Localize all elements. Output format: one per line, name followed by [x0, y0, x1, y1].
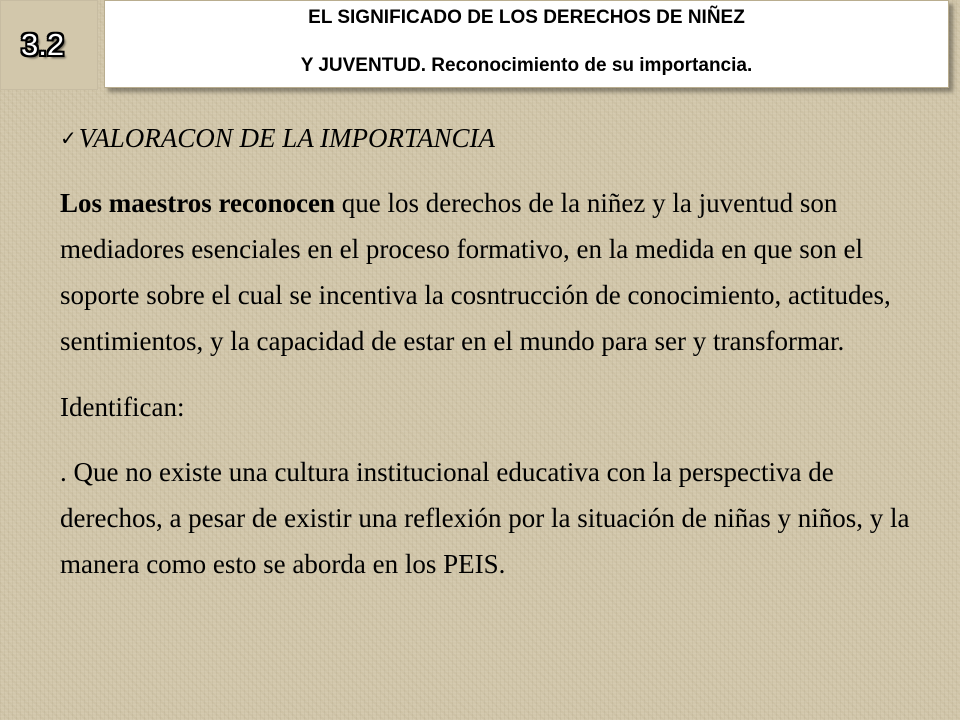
title-bar — [104, 0, 949, 88]
paragraph-1-bold: Los maestros reconocen — [60, 188, 335, 218]
slide-content — [60, 118, 920, 587]
paragraph-2: Identifican: — [60, 392, 185, 422]
paragraph-1 — [60, 180, 920, 364]
check-icon: ✓ — [60, 126, 77, 150]
subheading-text: VALORACON DE LA IMPORTANCIA — [78, 123, 495, 153]
subheading — [60, 118, 920, 158]
slide-number-box — [0, 0, 98, 90]
paragraph-1-rest: que los derechos de la niñez y la juventud son mediadores esenciales en el proceso formativo, en la medida en que son el soporte sobre el cual se incentiva la cosntrucción de conocimiento, actitudes, sentimientos, y la capacidad de estar en el mundo para ser y transformar. — [60, 188, 891, 356]
paragraph-3: . Que no existe una cultura institucional educativa con la perspectiva de derechos, a pesar de existir una reflexión por la situación de niñas y niños, y la manera como esto se aborda en los PEIS. — [60, 457, 910, 579]
slide-number: 3.2 — [21, 27, 65, 62]
title-line-2: Y JUVENTUD. Reconocimiento de su importancia. — [300, 55, 753, 76]
title-line-1: EL SIGNIFICADO DE LOS DERECHOS DE NIÑEZ — [308, 7, 745, 28]
